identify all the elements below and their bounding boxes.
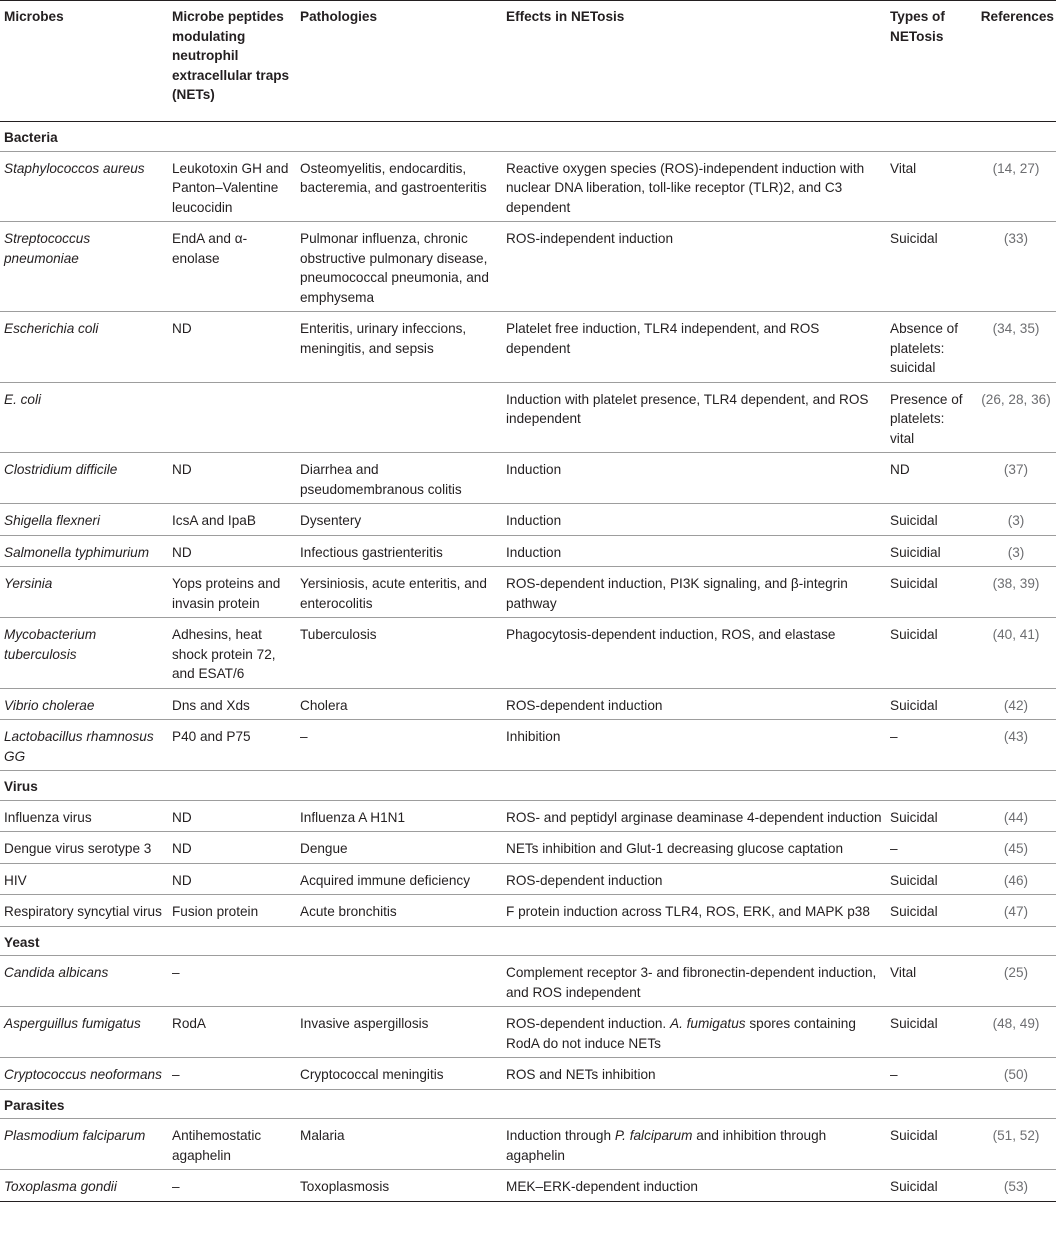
cell-peptides: EndA and α-enolase xyxy=(168,222,296,312)
cell-peptides: Dns and Xds xyxy=(168,688,296,720)
table-row xyxy=(0,504,1056,536)
cell-pathologies: Tuberculosis xyxy=(296,618,502,689)
cell-pathologies: Acute bronchitis xyxy=(296,895,502,927)
cell-effects: ROS-dependent induction xyxy=(502,688,886,720)
cell-peptides: ND xyxy=(168,312,296,383)
cell-microbe: E. coli xyxy=(0,382,168,453)
cell-effects: Induction xyxy=(502,504,886,536)
table-row xyxy=(0,832,1056,864)
table-row xyxy=(0,1170,1056,1202)
cell-peptides: Adhesins, heat shock protein 72, and ESAT/6 xyxy=(168,618,296,689)
cell-microbe: Cryptococcus neoformans xyxy=(0,1058,168,1090)
table-row xyxy=(0,956,1056,1007)
table-row xyxy=(0,1119,1056,1170)
cell-netosis-type: Suicidal xyxy=(886,1007,972,1058)
section-title: Bacteria xyxy=(0,122,1056,152)
section-header-row xyxy=(0,1089,1056,1119)
cell-peptides: ND xyxy=(168,535,296,567)
cell-peptides: Antihemostatic agaphelin xyxy=(168,1119,296,1170)
cell-references: (37) xyxy=(972,453,1056,504)
table-body xyxy=(0,122,1056,1202)
cell-microbe: Vibrio cholerae xyxy=(0,688,168,720)
cell-effects: F protein induction across TLR4, ROS, ERK, and MAPK p38 xyxy=(502,895,886,927)
cell-references: (42) xyxy=(972,688,1056,720)
cell-references: (40, 41) xyxy=(972,618,1056,689)
cell-references: (48, 49) xyxy=(972,1007,1056,1058)
table-row xyxy=(0,895,1056,927)
cell-microbe: Asperguillus fumigatus xyxy=(0,1007,168,1058)
cell-peptides: – xyxy=(168,956,296,1007)
cell-netosis-type: Vital xyxy=(886,956,972,1007)
cell-pathologies: Infectious gastrienteritis xyxy=(296,535,502,567)
cell-effects: ROS and NETs inhibition xyxy=(502,1058,886,1090)
cell-references: (46) xyxy=(972,863,1056,895)
table-row xyxy=(0,688,1056,720)
cell-netosis-type: Suicidal xyxy=(886,688,972,720)
cell-microbe: Escherichia coli xyxy=(0,312,168,383)
cell-effects: Induction with platelet presence, TLR4 dependent, and ROS independent xyxy=(502,382,886,453)
cell-peptides: ND xyxy=(168,453,296,504)
cell-pathologies: Dengue xyxy=(296,832,502,864)
table-row xyxy=(0,382,1056,453)
cell-effects: Inhibition xyxy=(502,720,886,771)
cell-microbe: Yersinia xyxy=(0,567,168,618)
cell-netosis-type: Suicidal xyxy=(886,618,972,689)
cell-effects: ROS-dependent induction. A. fumigatus spores containing RodA do not induce NETs xyxy=(502,1007,886,1058)
cell-references: (53) xyxy=(972,1170,1056,1202)
cell-netosis-type: – xyxy=(886,832,972,864)
cell-effects: Phagocytosis-dependent induction, ROS, and elastase xyxy=(502,618,886,689)
table-row xyxy=(0,863,1056,895)
species-name: P. falciparum xyxy=(614,1128,693,1143)
table-row xyxy=(0,222,1056,312)
cell-pathologies xyxy=(296,382,502,453)
cell-microbe: Dengue virus serotype 3 xyxy=(0,832,168,864)
cell-pathologies: Cryptococcal meningitis xyxy=(296,1058,502,1090)
header-row xyxy=(0,1,1056,122)
cell-netosis-type: Suicidal xyxy=(886,800,972,832)
section-title: Yeast xyxy=(0,926,1056,956)
cell-pathologies: Yersiniosis, acute enteritis, and enterocolitis xyxy=(296,567,502,618)
cell-netosis-type: Suicidal xyxy=(886,863,972,895)
cell-references: (33) xyxy=(972,222,1056,312)
cell-references: (38, 39) xyxy=(972,567,1056,618)
cell-references: (3) xyxy=(972,535,1056,567)
cell-peptides xyxy=(168,382,296,453)
table-row xyxy=(0,535,1056,567)
cell-microbe: Mycobacterium tuberculosis xyxy=(0,618,168,689)
cell-peptides: ND xyxy=(168,863,296,895)
cell-references: (3) xyxy=(972,504,1056,536)
cell-effects: Induction xyxy=(502,535,886,567)
cell-netosis-type: Suicidial xyxy=(886,535,972,567)
cell-netosis-type: Suicidal xyxy=(886,567,972,618)
header-microbes: Microbes xyxy=(0,1,168,122)
cell-netosis-type: Suicidal xyxy=(886,1170,972,1202)
cell-references: (51, 52) xyxy=(972,1119,1056,1170)
cell-pathologies: Dysentery xyxy=(296,504,502,536)
header-pathologies: Pathologies xyxy=(296,1,502,122)
section-header-row xyxy=(0,771,1056,801)
cell-references: (50) xyxy=(972,1058,1056,1090)
cell-peptides: ND xyxy=(168,832,296,864)
table-row xyxy=(0,1058,1056,1090)
cell-pathologies xyxy=(296,956,502,1007)
cell-netosis-type: Suicidal xyxy=(886,1119,972,1170)
cell-effects: Reactive oxygen species (ROS)-independent induction with nuclear DNA liberation, toll-like receptor (TLR)2, and C3 dependent xyxy=(502,151,886,222)
cell-pathologies: Osteomyelitis, endocarditis, bacteremia, and gastroenteritis xyxy=(296,151,502,222)
cell-peptides: Fusion protein xyxy=(168,895,296,927)
cell-microbe: Respiratory syncytial virus xyxy=(0,895,168,927)
cell-references: (34, 35) xyxy=(972,312,1056,383)
cell-pathologies: Pulmonar influenza, chronic obstructive pulmonary disease, pneumococcal pneumonia, and emphysema xyxy=(296,222,502,312)
cell-netosis-type: Absence of platelets: suicidal xyxy=(886,312,972,383)
cell-effects: ROS- and peptidyl arginase deaminase 4-dependent induction xyxy=(502,800,886,832)
table-header xyxy=(0,1,1056,122)
header-types: Types of NETosis xyxy=(886,1,972,122)
cell-peptides: – xyxy=(168,1170,296,1202)
section-title: Parasites xyxy=(0,1089,1056,1119)
header-peptides: Microbe peptides modulating neutrophil extracellular traps (NETs) xyxy=(168,1,296,122)
cell-microbe: Lactobacillus rhamnosus GG xyxy=(0,720,168,771)
cell-netosis-type: Suicidal xyxy=(886,504,972,536)
cell-pathologies: Toxoplasmosis xyxy=(296,1170,502,1202)
cell-peptides: Leukotoxin GH and Panton–Valentine leucocidin xyxy=(168,151,296,222)
cell-references: (25) xyxy=(972,956,1056,1007)
cell-peptides: – xyxy=(168,1058,296,1090)
table-row xyxy=(0,312,1056,383)
cell-microbe: Staphylococcos aureus xyxy=(0,151,168,222)
cell-microbe: Influenza virus xyxy=(0,800,168,832)
cell-peptides: RodA xyxy=(168,1007,296,1058)
cell-pathologies: Enteritis, urinary infeccions, meningitis, and sepsis xyxy=(296,312,502,383)
cell-effects: Induction xyxy=(502,453,886,504)
header-effects: Effects in NETosis xyxy=(502,1,886,122)
table-row xyxy=(0,453,1056,504)
cell-pathologies: Invasive aspergillosis xyxy=(296,1007,502,1058)
cell-peptides: IcsA and IpaB xyxy=(168,504,296,536)
cell-pathologies: Diarrhea and pseudomembranous colitis xyxy=(296,453,502,504)
cell-effects: MEK–ERK-dependent induction xyxy=(502,1170,886,1202)
header-references: References xyxy=(972,1,1056,122)
section-title: Virus xyxy=(0,771,1056,801)
cell-effects: ROS-independent induction xyxy=(502,222,886,312)
cell-peptides: ND xyxy=(168,800,296,832)
cell-microbe: Clostridium difficile xyxy=(0,453,168,504)
section-header-row xyxy=(0,122,1056,152)
section-header-row xyxy=(0,926,1056,956)
cell-references: (14, 27) xyxy=(972,151,1056,222)
table-row xyxy=(0,1007,1056,1058)
cell-effects: NETs inhibition and Glut-1 decreasing glucose captation xyxy=(502,832,886,864)
cell-netosis-type: Presence of platelets: vital xyxy=(886,382,972,453)
table-row xyxy=(0,800,1056,832)
cell-references: (43) xyxy=(972,720,1056,771)
cell-pathologies: Cholera xyxy=(296,688,502,720)
cell-references: (44) xyxy=(972,800,1056,832)
table-row xyxy=(0,618,1056,689)
cell-netosis-type: – xyxy=(886,1058,972,1090)
table-row xyxy=(0,720,1056,771)
cell-netosis-type: Suicidal xyxy=(886,222,972,312)
cell-peptides: P40 and P75 xyxy=(168,720,296,771)
table-row xyxy=(0,151,1056,222)
cell-netosis-type: Vital xyxy=(886,151,972,222)
cell-microbe: HIV xyxy=(0,863,168,895)
cell-effects: ROS-dependent induction, PI3K signaling, and β-integrin pathway xyxy=(502,567,886,618)
cell-pathologies: – xyxy=(296,720,502,771)
species-name: A. fumigatus xyxy=(670,1016,746,1031)
cell-microbe: Toxoplasma gondii xyxy=(0,1170,168,1202)
cell-effects: Complement receptor 3- and fibronectin-dependent induction, and ROS independent xyxy=(502,956,886,1007)
cell-microbe: Salmonella typhimurium xyxy=(0,535,168,567)
cell-references: (26, 28, 36) xyxy=(972,382,1056,453)
cell-effects: ROS-dependent induction xyxy=(502,863,886,895)
cell-pathologies: Influenza A H1N1 xyxy=(296,800,502,832)
cell-microbe: Plasmodium falciparum xyxy=(0,1119,168,1170)
cell-effects: Platelet free induction, TLR4 independent, and ROS dependent xyxy=(502,312,886,383)
table-row xyxy=(0,567,1056,618)
cell-microbe: Candida albicans xyxy=(0,956,168,1007)
cell-microbe: Shigella flexneri xyxy=(0,504,168,536)
cell-pathologies: Malaria xyxy=(296,1119,502,1170)
cell-microbe: Streptococcus pneumoniae xyxy=(0,222,168,312)
cell-pathologies: Acquired immune deficiency xyxy=(296,863,502,895)
cell-references: (45) xyxy=(972,832,1056,864)
cell-references: (47) xyxy=(972,895,1056,927)
cell-effects: Induction through P. falciparum and inhibition through agaphelin xyxy=(502,1119,886,1170)
cell-peptides: Yops proteins and invasin protein xyxy=(168,567,296,618)
cell-netosis-type: Suicidal xyxy=(886,895,972,927)
cell-netosis-type: ND xyxy=(886,453,972,504)
cell-netosis-type: – xyxy=(886,720,972,771)
